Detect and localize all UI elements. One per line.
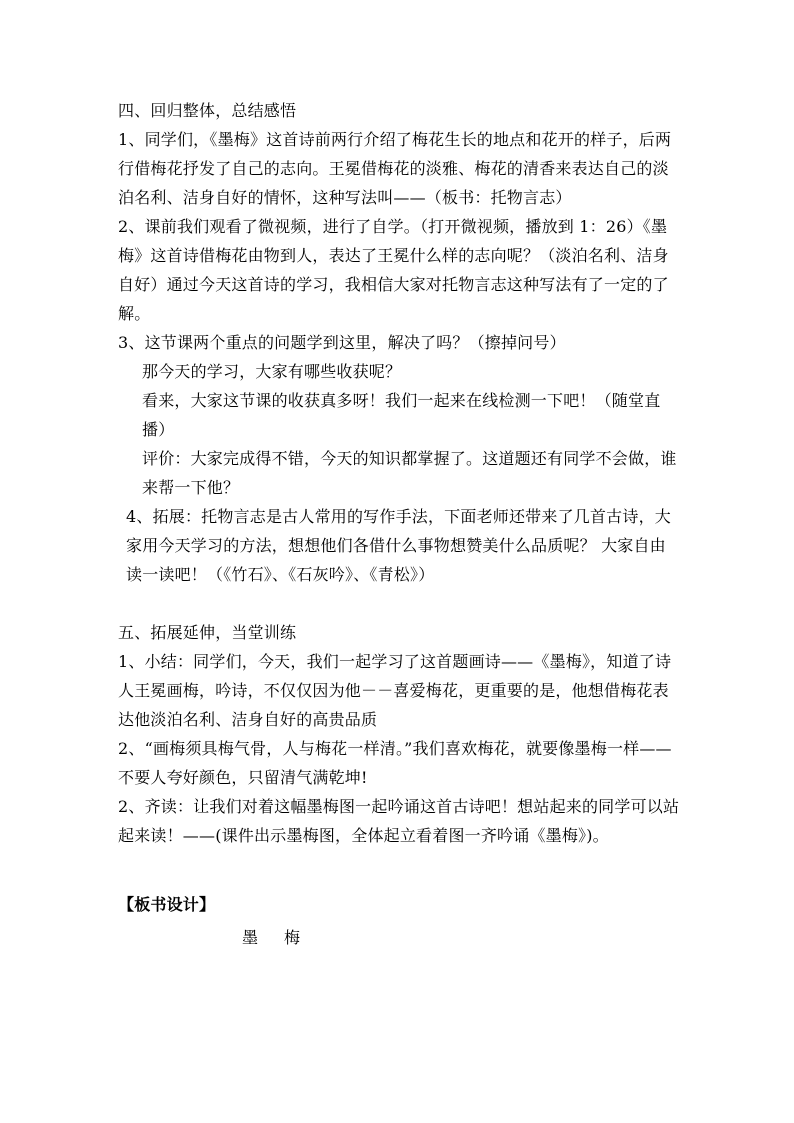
board-design-heading: 【板书设计】 — [118, 895, 216, 914]
section-5-paragraph-3: 2、齐读：让我们对着这幅墨梅图一起吟诵这首古诗吧！想站起来的同学可以站起来读！——(课件出示墨梅图，全体起立看着图一齐吟诵《墨梅》)。 — [118, 797, 680, 845]
section-4-question: 那今天的学习，大家有哪些收获呢？ — [142, 362, 402, 381]
document-body — [118, 96, 680, 952]
spacer — [118, 589, 680, 618]
spacer — [118, 850, 680, 890]
section-4-live-check: 看来，大家这节课的收获真多呀！我们一起来在线检测一下吧！（随堂直播） — [142, 391, 661, 439]
section-5-heading: 五、拓展延伸，当堂训练 — [118, 623, 297, 642]
section-4-paragraph-4: 4、拓展：托物言志是古人常用的写作手法，下面老师还带来了几首古诗，大家用今天学习的方法，想想他们各借什么事物想赞美什么品质呢？ 大家自由读一读吧！（《竹石》、《石灰吟》、《青松》） — [126, 507, 671, 584]
section-4-paragraph-2: 2、课前我们观看了微视频，进行了自学。（打开微视频，播放到 1：26）《墨梅》这首诗借梅花由物到人，表达了王冕什么样的志向呢？（淡泊名利、洁身自好）通过今天这首诗的学习，我相信大家对托物言志这种写法有了一定的了解。 — [118, 217, 669, 323]
section-5-paragraph-2: 2、“画梅须具梅气骨，人与梅花一样清。”我们喜欢梅花，就要像墨梅一样——不要人夸好颜色，只留清气满乾坤! — [118, 739, 672, 787]
section-5-paragraph-1: 1、小结：同学们，今天，我们一起学习了这首题画诗——《墨梅》，知道了诗人王冕画梅，吟诗，不仅仅因为他－－喜爱梅花，更重要的是，他想借梅花表达他淡泊名利、洁身自好的高贵品质 — [118, 652, 672, 729]
board-title: 墨梅 — [242, 928, 327, 947]
section-4-paragraph-3: 3、这节课两个重点的问题学到这里，解决了吗？（擦掉问号） — [118, 333, 566, 352]
section-4-evaluation: 评价：大家完成得不错，今天的知识都掌握了。这道题还有同学不会做，谁来帮一下他？ — [142, 449, 677, 497]
section-4-paragraph-1: 1、同学们，《墨梅》这首诗前两行介绍了梅花生长的地点和花开的样子，后两行借梅花抒发了自己的志向。王冕借梅花的淡雅、梅花的清香来表达自己的淡泊名利、洁身自好的情怀，这种写法叫——（板书：托物言志） — [118, 130, 672, 207]
section-4-heading: 四、回归整体，总结感悟 — [118, 101, 297, 120]
